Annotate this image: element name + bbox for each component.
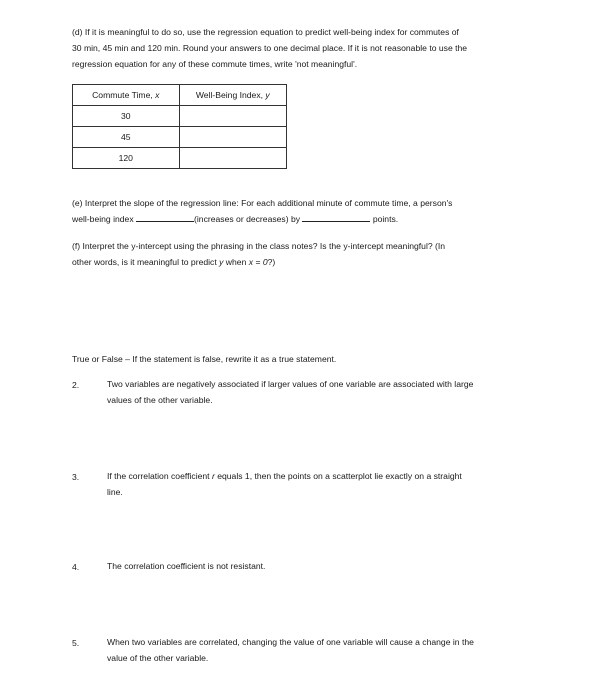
item-number: 2. (72, 380, 80, 390)
item-number: 4. (72, 562, 80, 572)
part-f-line-1: (f) Interpret the y-intercept using the phrasing in the class notes? Is the y-intercept meaningful? (In (72, 241, 446, 251)
header-well-being-index: Well-Being Index, y (179, 85, 286, 106)
statement-3: If the correlation coefficient r equals 1, then the points on a scatterplot lie exactly on a straight line. (107, 471, 462, 497)
part-e-question (72, 195, 552, 227)
part-d-line-2: 30 min, 45 min and 120 min. Round your answers to one decimal place. If it is not reasonable to use the (72, 43, 468, 53)
part-d-question (72, 24, 552, 72)
well-being-answer-cell[interactable] (179, 127, 286, 148)
part-d-line-3: regression equation for any of these commute times, write 'not meaningful'. (72, 59, 358, 69)
table-row (73, 106, 287, 127)
part-d-line-1: (d) If it is meaningful to do so, use the regression equation to predict well-being index for commutes of (72, 27, 459, 37)
commute-table (72, 84, 287, 169)
item-number: 5. (72, 638, 80, 648)
points-blank[interactable] (302, 212, 370, 222)
well-being-answer-cell[interactable] (179, 106, 286, 127)
header-commute-time: Commute Time, x (73, 85, 180, 106)
statement-2: Two variables are negatively associated if larger values of one variable are associated with large values of the other variable. (107, 379, 474, 405)
statement-4: The correlation coefficient is not resistant. (107, 561, 266, 571)
well-being-answer-cell[interactable] (179, 148, 286, 169)
commute-time-cell: 45 (73, 127, 180, 148)
part-e-line-1: (e) Interpret the slope of the regression line: For each additional minute of commute time, a person's (72, 198, 453, 208)
table-row (73, 127, 287, 148)
statement-5: When two variables are correlated, changing the value of one variable will cause a change in the value of the other variable. (107, 637, 474, 663)
part-f-question (72, 238, 552, 270)
table-row (73, 148, 287, 169)
part-e-line-2: well-being index (increases or decreases) by points. (72, 214, 399, 224)
direction-blank[interactable] (136, 212, 194, 222)
true-false-heading: True or False – If the statement is false, rewrite it as a true statement. (72, 354, 337, 364)
commute-time-cell: 30 (73, 106, 180, 127)
part-f-line-2: other words, is it meaningful to predict y when x = 0?) (72, 257, 276, 267)
commute-time-cell: 120 (73, 148, 180, 169)
table-header-row (73, 85, 287, 106)
item-number: 3. (72, 472, 80, 482)
